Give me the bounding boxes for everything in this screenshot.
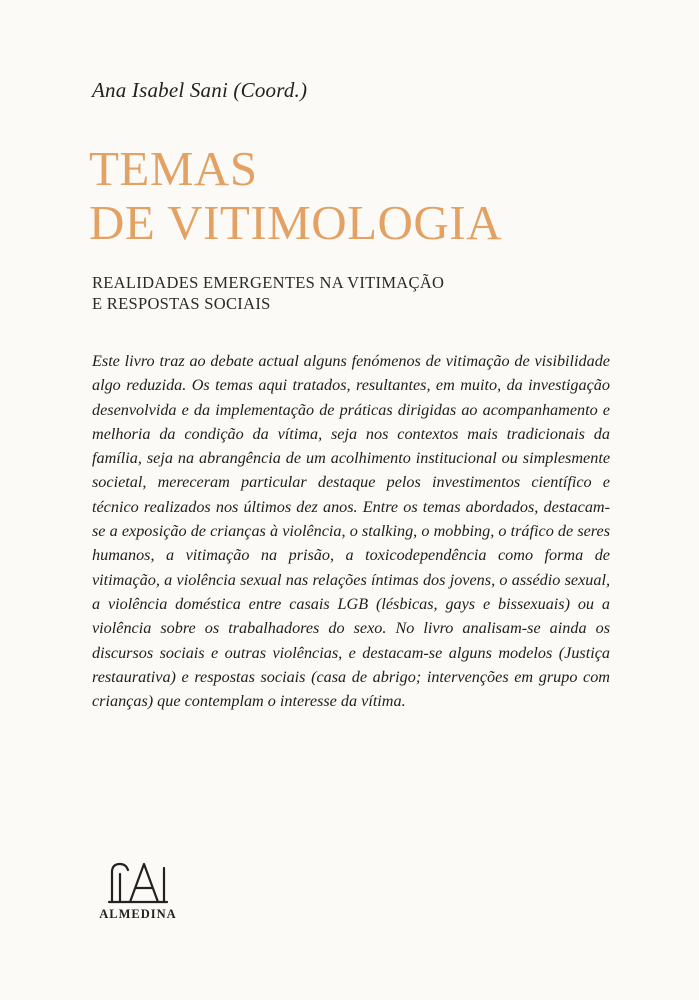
author-name: Ana Isabel Sani (Coord.) bbox=[92, 78, 308, 102]
book-subtitle-line-2: E RESPOSTAS SOCIAIS bbox=[92, 294, 271, 313]
book-description: Este livro traz ao debate actual alguns fenómenos de vitimação de visibilidade algo reduzida. Os temas aqui tratados, resultantes, em muito, da investigação desenvolvida e da implementação de práticas dirigidas ao acompanhamento e melhoria da condição da vítima, seja nos contextos mais tradicionais da família, seja na abrangência de um acolhimento institucional ou simplesmente societal, mereceram particular destaque pelos investimentos científico e técnico realizados nos últimos dez anos. Entre os temas abordados, destacam-se a exposição de crianças à violência, o stalking, o mobbing, o tráfico de seres humanos, a vitimação na prisão, a toxicodependência como forma de vitimação, a violência sexual nas relações íntimas dos jovens, o assédio sexual, a violência doméstica entre casais LGB (lésbicas, gays e bissexuais) ou a violência sobre os trabalhadores do sexo. No livro analisam-se ainda os discursos sociais e outras violências, e destacam-se alguns modelos (Justiça restaurativa) e respostas sociais (casa de abrigo; intervenções em grupo com crianças) que contemplam o interesse da vítima. bbox=[92, 352, 610, 711]
book-title-line-2: DE VITIMOLOGIA bbox=[89, 195, 502, 250]
book-title bbox=[89, 142, 502, 250]
book-subtitle bbox=[92, 272, 444, 314]
book-title-line-1: TEMAS bbox=[89, 141, 258, 196]
book-subtitle-line-1: REALIDADES EMERGENTES NA VITIMAÇÃO bbox=[92, 273, 445, 292]
almedina-logo-icon bbox=[106, 860, 170, 904]
publisher-name: ALMEDINA bbox=[99, 907, 177, 921]
publisher-block bbox=[88, 860, 188, 922]
